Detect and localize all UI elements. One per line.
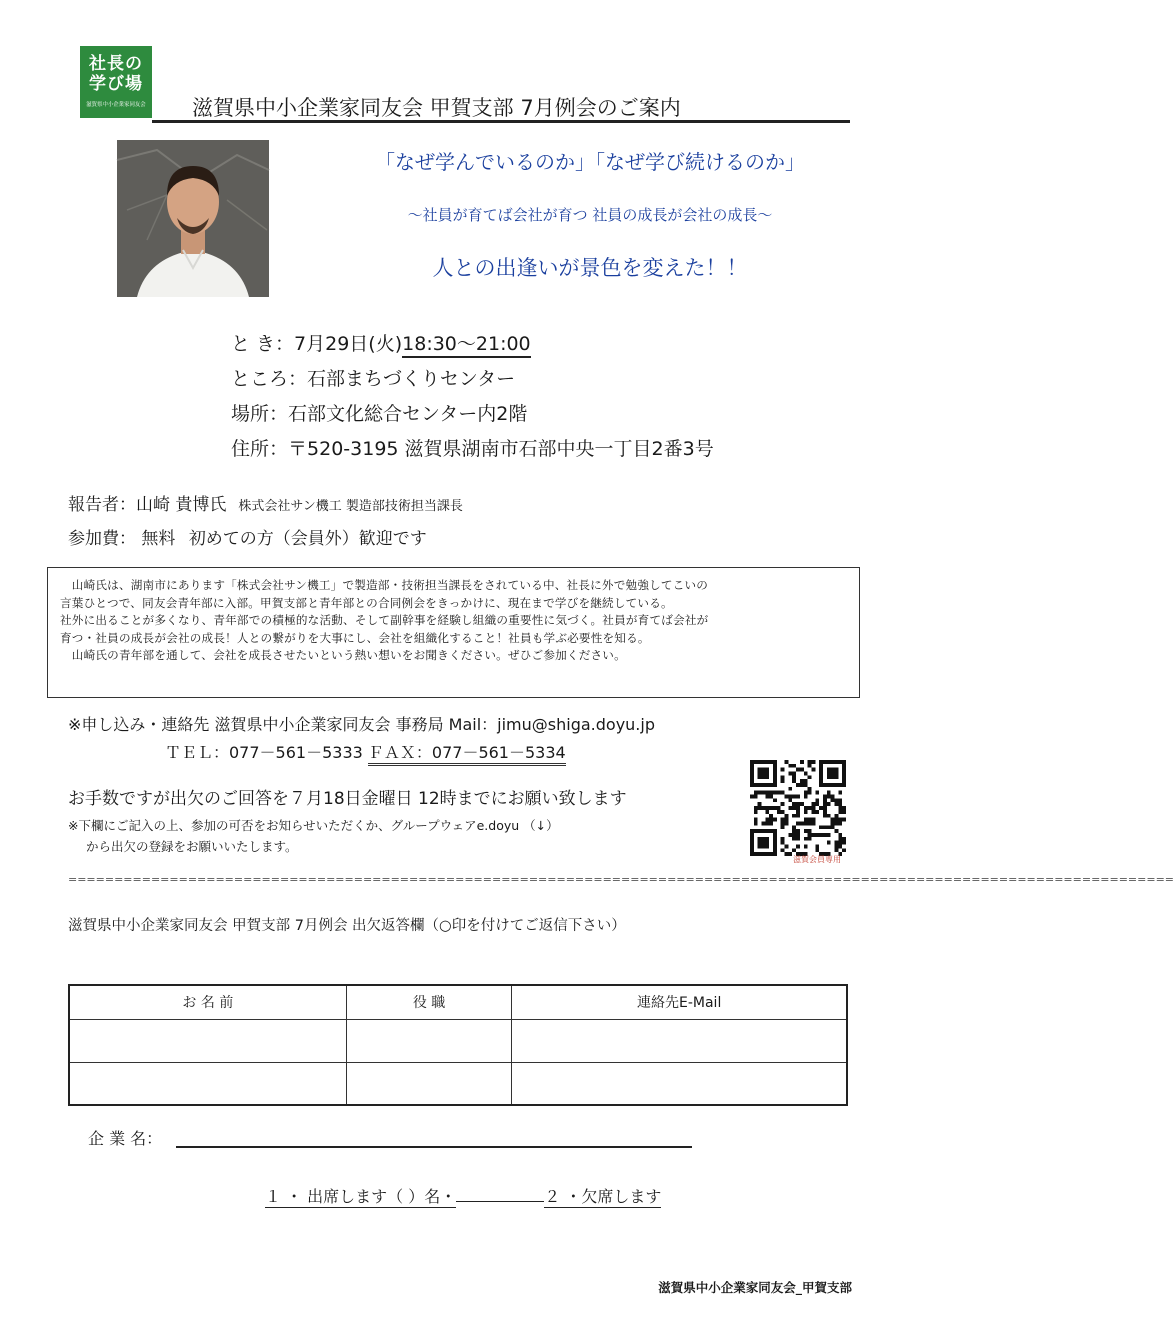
header-divider — [152, 120, 850, 123]
attendance-options — [265, 1184, 661, 1207]
attend-blank — [456, 1200, 544, 1202]
column-header-role: 役 職 — [346, 985, 512, 1019]
reporter-title: 株式会社サン機工 製造部技術担当課長 — [238, 499, 463, 514]
column-header-email: 連絡先E-Mail — [512, 985, 847, 1019]
event-date: 7月29日(火) — [294, 333, 403, 355]
column-header-name: お 名 前 — [69, 985, 346, 1019]
email-cell[interactable] — [512, 1062, 847, 1105]
venue-label: 場所： — [231, 403, 289, 425]
logo — [80, 46, 152, 118]
cut-divider: ======================================================================================================================== — [68, 873, 1174, 886]
qr-code-icon[interactable] — [750, 760, 846, 856]
event-time-range: 18:30～21:00 — [402, 333, 531, 358]
tagline-main: 「なぜ学んでいるのか」「なぜ学び続けるのか」 — [375, 150, 805, 174]
tagline-sub: ～社員が育てば会社が育つ 社員の成長が会社の成長～ — [407, 206, 773, 224]
speaker-photo — [117, 140, 269, 297]
description-line: 育つ・社員の成長が会社の成長！人との繋がりを大事にし、会社を組織化すること！社員も学ぶ必要性を知る。 — [60, 630, 650, 645]
place-label: ところ： — [231, 368, 308, 390]
fee — [68, 524, 427, 549]
deadline-text: お手数ですが出欠のご回答を７月18日金曜日 12時までにお願い致します — [68, 789, 627, 809]
venue-value: 石部文化総合センター内2階 — [288, 403, 528, 425]
attend-option[interactable]: １ ・ 出席します（ ）名・ — [265, 1187, 457, 1206]
email-cell[interactable] — [512, 1019, 847, 1062]
place-value: 石部まちづくりセンター — [307, 368, 516, 390]
name-cell[interactable] — [69, 1019, 346, 1062]
table-row — [69, 1019, 847, 1062]
event-place — [231, 364, 515, 391]
description-line: 山崎氏は、湖南市にあります「株式会社サン機工」で製造部・技術担当課長をされている中、社長に外で勉強してこいの — [60, 578, 709, 592]
reply-table — [68, 984, 848, 1106]
table-row — [69, 1062, 847, 1105]
role-cell[interactable] — [346, 1062, 512, 1105]
logo-line2: 学び場 — [89, 74, 143, 94]
company-name-field[interactable] — [176, 1146, 692, 1148]
description-line: 社外に出ることが多くなり、青年部での積極的な活動、そして副幹事を経験し組織の重要性に気づく。社員が育てば会社が — [60, 613, 709, 628]
event-address — [231, 434, 714, 461]
company-label: 企 業 名： — [88, 1129, 163, 1148]
deadline-note: から出欠の登録をお願いいたします。 — [86, 839, 298, 854]
deadline-note: ※下欄にご記入の上、参加の可否をお知らせいただくか、グループウェアe.doyu （↓） — [68, 818, 559, 833]
footer-text: 滋賀県中小企業家同友会_甲賀支部 — [658, 1280, 852, 1295]
fee-value: 無料 — [141, 529, 176, 549]
description-box — [47, 567, 860, 698]
qr-label: 滋賀会員専用 — [793, 855, 841, 864]
absent-option[interactable]: ２ ・欠席します — [544, 1187, 662, 1206]
event-venue — [231, 399, 527, 426]
reporter-label: 報告者： — [68, 495, 136, 515]
time-label: と き： — [231, 333, 295, 355]
reply-title: 滋賀県中小企業家同友会 甲賀支部 7月例会 出欠返答欄（○印を付けてご返信下さい） — [68, 918, 626, 934]
tagline-headline: 人との出逢いが景色を変えた！！ — [432, 256, 748, 280]
logo-line3: 滋賀県中小企業家同友会 — [86, 101, 146, 108]
contact-line: ※申し込み・連絡先 滋賀県中小企業家同友会 事務局 Mail：jimu@shiga.doyu.jp — [68, 715, 655, 734]
description-line: 言葉ひとつで、同友会青年部に入部。甲賀支部と青年部との合同例会をきっかけに、現在まで学びを継続している。 — [60, 595, 673, 610]
address-value: 〒520-3195 滋賀県湖南市石部中央一丁目2番3号 — [288, 438, 714, 460]
table-header-row — [69, 985, 847, 1019]
fee-note: 初めての方（会員外）歓迎です — [188, 529, 427, 549]
contact-phones — [165, 740, 566, 763]
description-line: 山崎氏の青年部を通して、会社を成長させたいという熱い想いをお聞きください。ぜひご参加ください。 — [60, 648, 626, 663]
role-cell[interactable] — [346, 1019, 512, 1062]
logo-line1: 社長の — [89, 54, 143, 74]
reporter — [68, 490, 463, 515]
event-time — [231, 329, 531, 356]
contact-tel: ＴＥＬ：077－561－5333 — [165, 743, 363, 762]
name-cell[interactable] — [69, 1062, 346, 1105]
reporter-name: 山崎 貴博氏 — [136, 495, 227, 515]
fee-label: 参加費： — [68, 529, 136, 549]
address-label: 住所： — [231, 438, 289, 460]
page-title: 滋賀県中小企業家同友会 甲賀支部 7月例会のご案内 — [192, 96, 681, 120]
contact-fax: ＦＡＸ：077－561－5334 — [368, 743, 566, 766]
